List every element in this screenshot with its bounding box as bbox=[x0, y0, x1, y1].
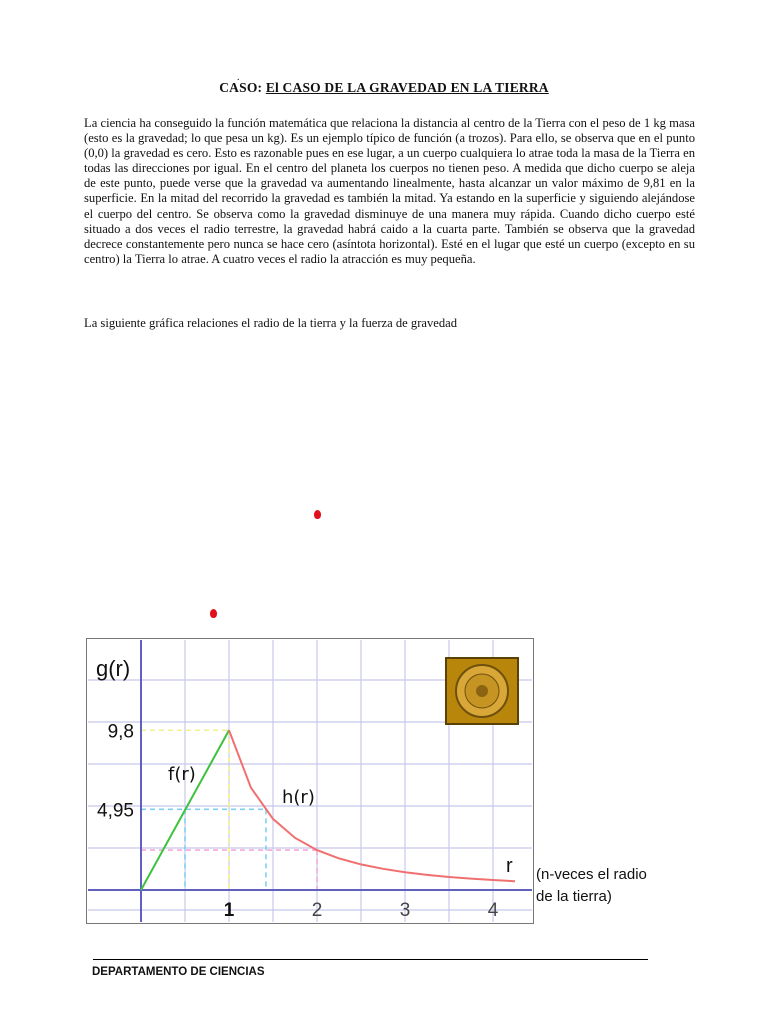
seal-logo-icon bbox=[446, 658, 518, 724]
x-axis-note bbox=[536, 864, 647, 908]
red-mark-2 bbox=[210, 609, 217, 618]
x-axis-label: r bbox=[506, 855, 513, 877]
y-tick-label: 4,95 bbox=[97, 800, 134, 822]
x-tick-label: 1 bbox=[223, 900, 235, 921]
graph-intro: La siguiente gráfica relaciones el radio de la tierra y la fuerza de gravedad bbox=[84, 316, 458, 330]
series-label-h: h(r) bbox=[282, 787, 315, 808]
x-axis-note-line-1: (n-veces el radio bbox=[536, 866, 647, 883]
x-axis-note-line-2: de la tierra) bbox=[536, 888, 612, 905]
footer-rule bbox=[93, 959, 648, 960]
series-label-f: f(r) bbox=[168, 764, 196, 785]
body-paragraph: La ciencia ha conseguido la función matemática que relaciona la distancia al centro de la Tierra con el peso de 1 kg masa (esto es la gravedad; lo que pesa un kg). Es un ejemplo típico de función (a trozos). Para ello, se observa que en el punto (0,0) la gravedad es cero. Esto es razonable pues en ese lugar, a un cuerpo cualquiera lo atrae toda la masa de la Tierra en todas las direcciones por igual. En el centro del planeta los cuerpos no tienen peso. A medida que dicho cuerpo se aleja de este punto, puede verse que la gravedad va aumentando linealmente, hasta alcanzar un valor máximo de 9,81 en la superficie. En la mitad del recorrido la gravedad es también la mitad. Ya estando en la superficie y siguiendo alejándose el cuerpo del centro. Se observa como la gravedad disminuye de una manera muy rápida. Cuando dicho cuerpo esté situado a dos veces el radio terrestre, la gravedad habrá caido a la cuarta parte. También se observa que la gravedad decrece constantemente pero nunca se hace cero (asíntota horizontal). Esté en el lugar que esté un cuerpo (excepto en su centro) la Tierra lo atrae. A cuatro veces el radio la atracción es muy pequeña. bbox=[84, 116, 695, 266]
x-tick-label: 2 bbox=[311, 900, 323, 921]
y-axis-label: g(r) bbox=[96, 656, 131, 681]
gravity-chart bbox=[86, 638, 534, 924]
page-title bbox=[0, 80, 768, 96]
title-main: El CASO DE LA GRAVEDAD EN LA TIERRA bbox=[265, 80, 549, 95]
x-tick-label: 4 bbox=[487, 900, 499, 921]
title-prefix: CASO: bbox=[219, 80, 263, 95]
footer-text: DEPARTAMENTO DE CIENCIAS bbox=[92, 966, 265, 978]
red-mark-1 bbox=[314, 510, 321, 519]
stray-dot: . bbox=[237, 72, 240, 83]
x-tick-label: 3 bbox=[399, 900, 411, 921]
y-tick-label: 9,8 bbox=[107, 721, 134, 743]
